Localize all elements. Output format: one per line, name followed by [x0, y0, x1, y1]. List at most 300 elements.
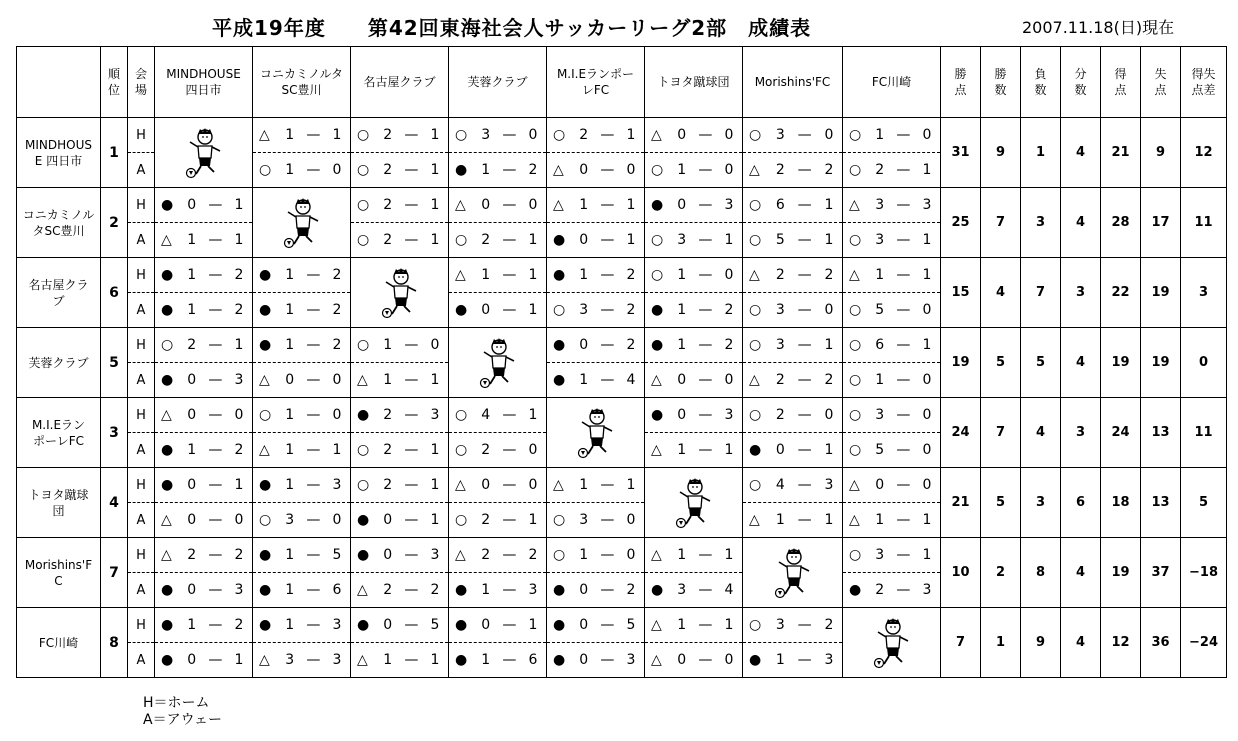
match-result [155, 442, 252, 458]
stat-value: 4 [1061, 188, 1101, 258]
goals-for: 1 [481, 267, 491, 283]
match-result [449, 302, 546, 318]
goals-for: 2 [481, 512, 491, 528]
result-cell [645, 293, 743, 328]
goals-against: 0 [724, 652, 734, 668]
goals-against: 1 [234, 652, 244, 668]
result-mark: ● [849, 582, 862, 598]
result-mark: ● [749, 652, 762, 668]
note-away: A＝アウェー [143, 712, 223, 728]
result-cell [547, 573, 645, 608]
goals-for: 1 [875, 512, 885, 528]
result-cell [743, 363, 843, 398]
result-mark: ○ [849, 372, 862, 388]
score-dash: — [502, 477, 517, 493]
self-match-cell [351, 258, 449, 328]
stat-value: −24 [1181, 608, 1227, 678]
score-dash: — [502, 547, 517, 563]
result-mark: ○ [259, 512, 272, 528]
match-result [547, 127, 644, 143]
result-cell [645, 398, 743, 433]
result-mark: ○ [849, 232, 862, 248]
score-dash: — [797, 302, 812, 318]
result-cell [351, 363, 449, 398]
score-dash: — [306, 162, 321, 178]
as-of-date: 2007.11.18(日)現在 [1022, 18, 1175, 37]
result-mark: △ [357, 652, 368, 668]
result-mark: △ [553, 162, 564, 178]
result-mark: △ [259, 652, 270, 668]
result-cell [743, 608, 843, 643]
result-cell [155, 188, 253, 223]
venue-home: H [128, 258, 155, 293]
match-result [645, 547, 742, 563]
opponent-header [351, 47, 449, 118]
goals-for: 1 [875, 267, 885, 283]
result-mark: ○ [455, 442, 468, 458]
match-result [253, 582, 350, 598]
goals-against: 3 [724, 407, 734, 423]
score-dash: — [896, 547, 911, 563]
match-result [253, 477, 350, 493]
match-result [843, 547, 940, 563]
goals-against: 5 [332, 547, 342, 563]
match-result [645, 302, 742, 318]
result-cell [155, 608, 253, 643]
self-match-cell [743, 538, 843, 608]
match-result [645, 267, 742, 283]
result-cell [645, 153, 743, 188]
match-result [645, 617, 742, 633]
goals-for: 0 [677, 407, 687, 423]
score-dash: — [208, 477, 223, 493]
goals-for: 0 [285, 372, 295, 388]
score-dash: — [797, 477, 812, 493]
result-cell [645, 328, 743, 363]
goals-for: 1 [187, 617, 197, 633]
goals-for: 2 [383, 407, 393, 423]
match-result [645, 127, 742, 143]
score-dash: — [208, 512, 223, 528]
goals-against: 5 [430, 617, 440, 633]
venue-away: A [128, 433, 155, 468]
result-cell [843, 433, 941, 468]
stat-value: 7 [981, 188, 1021, 258]
goals-against: 3 [724, 197, 734, 213]
result-cell [645, 538, 743, 573]
goals-against: 3 [922, 582, 932, 598]
result-mark: △ [849, 267, 860, 283]
result-cell [743, 118, 843, 153]
goals-for: 2 [383, 162, 393, 178]
goals-against: 0 [528, 197, 538, 213]
result-mark: ○ [553, 302, 566, 318]
goals-for: 2 [383, 232, 393, 248]
result-mark: △ [749, 512, 760, 528]
score-dash: — [797, 267, 812, 283]
result-cell [449, 258, 547, 293]
goals-against: 1 [922, 232, 932, 248]
score-dash: — [306, 372, 321, 388]
result-mark: ○ [651, 267, 664, 283]
score-dash: — [600, 127, 615, 143]
match-result [843, 127, 940, 143]
stat-value: 13 [1141, 398, 1181, 468]
text-line: 芙蓉クラブ [467, 75, 528, 89]
goals-against: 2 [528, 162, 538, 178]
goals-against: 0 [922, 442, 932, 458]
result-mark: ● [553, 582, 566, 598]
stat-value: 4 [981, 258, 1021, 328]
match-result [645, 407, 742, 423]
result-mark: ○ [849, 162, 862, 178]
score-dash: — [797, 512, 812, 528]
goals-for: 0 [775, 442, 785, 458]
opponent-header [645, 47, 743, 118]
score-dash: — [600, 337, 615, 353]
score-dash: — [797, 617, 812, 633]
score-dash: — [404, 232, 419, 248]
goals-for: 0 [579, 617, 589, 633]
text-line: SC豊川 [281, 83, 322, 97]
goals-against: 0 [922, 302, 932, 318]
goals-against: 1 [430, 232, 440, 248]
score-dash: — [600, 477, 615, 493]
team-rank: 4 [101, 468, 128, 538]
result-mark: ○ [849, 127, 862, 143]
stat-value: 24 [1101, 398, 1141, 468]
result-mark: ● [455, 302, 468, 318]
match-result [843, 477, 940, 493]
goals-for: 1 [677, 302, 687, 318]
goals-against: 1 [430, 197, 440, 213]
result-mark: ○ [553, 547, 566, 563]
match-result [351, 547, 448, 563]
goals-against: 2 [234, 442, 244, 458]
stat-value: 19 [1101, 328, 1141, 398]
result-mark: ● [161, 582, 174, 598]
goals-against: 1 [528, 512, 538, 528]
goals-for: 3 [579, 512, 589, 528]
team-row-home [17, 328, 1227, 363]
result-cell [449, 573, 547, 608]
result-cell [351, 188, 449, 223]
goals-for: 2 [775, 162, 785, 178]
team-name [17, 118, 101, 188]
match-result [547, 162, 644, 178]
result-cell [843, 328, 941, 363]
text-line: 団 [52, 503, 65, 518]
result-cell [843, 398, 941, 433]
result-cell [155, 223, 253, 258]
goals-against: 2 [626, 267, 636, 283]
self-match-cell [449, 328, 547, 398]
result-cell [843, 573, 941, 608]
score-dash: — [797, 652, 812, 668]
text-line: C [54, 573, 63, 588]
goals-against: 5 [626, 617, 636, 633]
result-mark: ● [259, 617, 272, 633]
result-mark: △ [259, 127, 270, 143]
venue-away: A [128, 153, 155, 188]
stat-header [1021, 47, 1061, 118]
goals-against: 0 [724, 372, 734, 388]
text-line: ブ [52, 293, 65, 308]
goals-against: 1 [430, 652, 440, 668]
goals-for: 2 [481, 442, 491, 458]
score-dash: — [896, 407, 911, 423]
match-result [351, 407, 448, 423]
opponent-header [547, 47, 645, 118]
score-dash: — [306, 302, 321, 318]
goals-against: 0 [824, 407, 834, 423]
score-dash: — [404, 652, 419, 668]
result-mark: ○ [357, 337, 370, 353]
match-result [449, 477, 546, 493]
stat-value: 5 [981, 468, 1021, 538]
opponent-header [743, 47, 843, 118]
goals-for: 1 [481, 652, 491, 668]
goals-for: 1 [285, 127, 295, 143]
goals-against: 3 [528, 582, 538, 598]
result-mark: △ [161, 547, 172, 563]
text-line: トヨタ蹴球 [28, 487, 89, 502]
result-mark: △ [651, 127, 662, 143]
goals-against: 6 [528, 652, 538, 668]
score-dash: — [502, 512, 517, 528]
goals-against: 1 [528, 407, 538, 423]
score-dash: — [306, 407, 321, 423]
result-mark: ○ [749, 477, 762, 493]
text-line: 名古屋クラブ [363, 75, 436, 89]
goals-for: 2 [775, 407, 785, 423]
goals-against: 2 [626, 337, 636, 353]
goals-for: 1 [579, 477, 589, 493]
score-dash: — [208, 372, 223, 388]
match-result [351, 162, 448, 178]
result-mark: ● [259, 582, 272, 598]
score-dash: — [208, 442, 223, 458]
score-dash: — [797, 442, 812, 458]
result-cell [253, 433, 351, 468]
goals-for: 2 [383, 582, 393, 598]
stat-value: 21 [1101, 118, 1141, 188]
result-cell [547, 328, 645, 363]
text-line: E 四日市 [34, 153, 83, 168]
stat-value: 12 [1181, 118, 1227, 188]
goals-for: 1 [285, 302, 295, 318]
score-dash: — [698, 617, 713, 633]
result-mark: △ [651, 442, 662, 458]
goals-for: 0 [383, 512, 393, 528]
score-dash: — [698, 337, 713, 353]
goals-against: 3 [430, 547, 440, 563]
goals-against: 1 [430, 372, 440, 388]
result-mark: ● [455, 617, 468, 633]
result-mark: ○ [749, 232, 762, 248]
goals-against: 2 [332, 267, 342, 283]
score-dash: — [896, 197, 911, 213]
goals-for: 0 [187, 477, 197, 493]
text-line: MINDHOUS [25, 137, 92, 152]
team-name [17, 468, 101, 538]
result-mark: △ [161, 407, 172, 423]
score-dash: — [404, 372, 419, 388]
goals-for: 2 [383, 197, 393, 213]
venue-home: H [128, 538, 155, 573]
result-mark: △ [455, 197, 466, 213]
goals-for: 1 [579, 267, 589, 283]
result-cell [843, 188, 941, 223]
match-result [351, 442, 448, 458]
score-dash: — [797, 197, 812, 213]
result-mark: ● [651, 302, 664, 318]
score-dash: — [896, 127, 911, 143]
result-mark: △ [651, 372, 662, 388]
result-mark: ● [357, 512, 370, 528]
match-result [843, 302, 940, 318]
match-result [645, 337, 742, 353]
score-dash: — [896, 232, 911, 248]
result-cell [253, 258, 351, 293]
venue-away: A [128, 643, 155, 678]
result-cell [351, 608, 449, 643]
match-result [547, 302, 644, 318]
result-mark: ● [259, 337, 272, 353]
stat-value: 28 [1101, 188, 1141, 258]
goals-for: 2 [579, 127, 589, 143]
result-mark: △ [849, 477, 860, 493]
stat-header-bottom: 数 [1074, 83, 1087, 97]
result-cell [449, 643, 547, 678]
goals-against: 2 [824, 162, 834, 178]
result-cell [645, 608, 743, 643]
score-dash: — [698, 547, 713, 563]
goals-against: 1 [332, 127, 342, 143]
goals-against: 0 [724, 162, 734, 178]
goals-against: 1 [332, 442, 342, 458]
goals-for: 1 [285, 582, 295, 598]
goals-for: 2 [383, 442, 393, 458]
result-cell [155, 293, 253, 328]
venue-home: H [128, 118, 155, 153]
stat-value: 3 [1061, 258, 1101, 328]
result-cell [743, 433, 843, 468]
goals-for: 3 [285, 512, 295, 528]
result-cell [253, 153, 351, 188]
goals-for: 2 [187, 547, 197, 563]
score-dash: — [600, 547, 615, 563]
goals-against: 3 [824, 477, 834, 493]
text-line: M.I.Eラン [31, 417, 86, 432]
result-cell [743, 503, 843, 538]
goals-against: 2 [234, 267, 244, 283]
score-dash: — [502, 582, 517, 598]
score-dash: — [502, 652, 517, 668]
score-dash: — [306, 442, 321, 458]
score-dash: — [896, 337, 911, 353]
match-result [155, 512, 252, 528]
goals-against: 0 [528, 127, 538, 143]
page-title: 平成19年度 第42回東海社会人サッカーリーグ2部 成績表 [212, 16, 812, 40]
result-mark: ○ [749, 127, 762, 143]
result-mark: ○ [455, 127, 468, 143]
score-dash: — [502, 127, 517, 143]
score-dash: — [404, 127, 419, 143]
result-cell [547, 468, 645, 503]
team-row-home [17, 258, 1227, 293]
goals-against: 3 [332, 477, 342, 493]
text-line: コニカミノルタ [259, 67, 344, 81]
goals-for: 1 [775, 652, 785, 668]
match-result [843, 512, 940, 528]
match-result [155, 407, 252, 423]
stat-value: 19 [1141, 328, 1181, 398]
match-result [843, 232, 940, 248]
goals-against: 0 [922, 407, 932, 423]
result-cell [351, 468, 449, 503]
match-result [155, 477, 252, 493]
result-cell [843, 118, 941, 153]
goals-for: 6 [875, 337, 885, 353]
match-result [743, 617, 842, 633]
goals-for: 1 [775, 512, 785, 528]
result-cell [843, 258, 941, 293]
venue-away: A [128, 223, 155, 258]
stat-value: −18 [1181, 538, 1227, 608]
goals-for: 1 [285, 442, 295, 458]
score-dash: — [404, 407, 419, 423]
stat-value: 10 [941, 538, 981, 608]
team-name [17, 188, 101, 258]
match-result [253, 302, 350, 318]
result-mark: △ [259, 442, 270, 458]
match-result [449, 442, 546, 458]
rank-header: 順 位 [101, 47, 128, 118]
result-mark: ● [357, 617, 370, 633]
stat-header-top: 勝 [954, 67, 967, 81]
result-mark: ● [161, 302, 174, 318]
result-mark: △ [553, 197, 564, 213]
result-cell [253, 538, 351, 573]
result-mark: ○ [749, 617, 762, 633]
goals-against: 1 [824, 442, 834, 458]
stat-value: 8 [1021, 538, 1061, 608]
result-mark: ● [161, 617, 174, 633]
goals-against: 0 [824, 127, 834, 143]
score-dash: — [502, 442, 517, 458]
stat-value: 1 [981, 608, 1021, 678]
match-result [743, 162, 842, 178]
goals-for: 1 [383, 337, 393, 353]
team-name [17, 608, 101, 678]
soccer-player-icon [274, 195, 330, 251]
goals-for: 1 [285, 407, 295, 423]
match-result [449, 162, 546, 178]
stat-value: 6 [1061, 468, 1101, 538]
goals-for: 1 [383, 652, 393, 668]
match-result [547, 197, 644, 213]
match-result [253, 547, 350, 563]
result-mark: ○ [553, 512, 566, 528]
match-result [449, 652, 546, 668]
goals-against: 1 [234, 477, 244, 493]
goals-for: 2 [187, 337, 197, 353]
goals-against: 1 [528, 267, 538, 283]
goals-for: 0 [579, 162, 589, 178]
match-result [547, 617, 644, 633]
score-dash: — [896, 442, 911, 458]
